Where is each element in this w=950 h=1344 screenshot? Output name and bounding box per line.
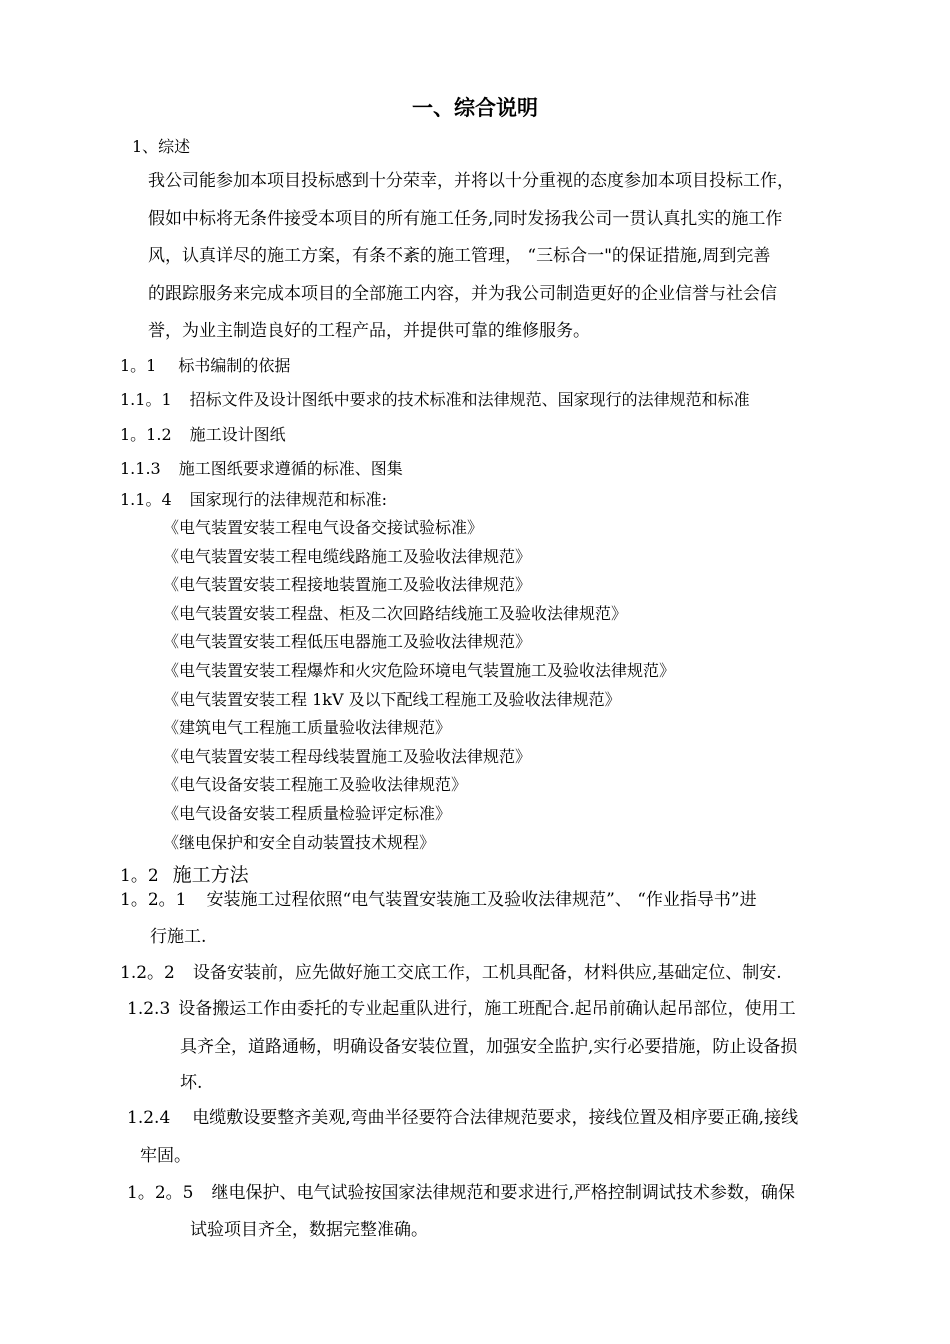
- section-1-1-1: [120, 390, 750, 409]
- section-1-2-5: [127, 1183, 795, 1203]
- standard-item: 《电气装置安装工程低压电器施工及验收法律规范》: [163, 632, 532, 651]
- section-1-1: [120, 356, 290, 375]
- section-text: 电缆敷设要整齐美观,弯曲半径要符合法律规范要求，接线位置及相序要正确,接线: [192, 1108, 799, 1128]
- section-1-2-2: [120, 963, 782, 983]
- standard-item: 《电气装置安装工程母线装置施工及验收法律规范》: [163, 747, 532, 766]
- section-text: 施工方法: [172, 864, 249, 886]
- section-number: 1.2.4: [127, 1108, 171, 1128]
- section-1-2: [120, 864, 249, 887]
- section-1-2-4-cont: 牢固。: [140, 1146, 191, 1166]
- section-1-2-1: [120, 890, 757, 910]
- section-1-2-1-cont: 行施工.: [150, 927, 207, 947]
- standard-item: 《建筑电气工程施工质量验收法律规范》: [163, 718, 452, 737]
- section-1-heading: 1、综述: [132, 137, 191, 156]
- intro-line-1: 我公司能参加本项目投标感到十分荣幸，并将以十分重视的态度参加本项目投标工作，: [148, 171, 794, 191]
- section-1-1-3: [120, 459, 403, 478]
- intro-line-3: 风，认真详尽的施工方案，有条不紊的施工管理， “三标合一"的保证措施,周到完善: [148, 246, 771, 266]
- section-number: 1。2: [120, 866, 159, 886]
- intro-line-2: 假如中标将无条件接受本项目的所有施工任务,同时发扬我公司一贯认真扎实的施工作: [148, 209, 783, 229]
- section-text: 设备搬运工作由委托的专业起重队进行，施工班配合.起吊前确认起吊部位，使用工: [178, 999, 796, 1019]
- section-text: 招标文件及设计图纸中要求的技术标准和法律规范、国家现行的法律规范和标准: [189, 390, 750, 409]
- section-text: 施工图纸要求遵循的标准、图集: [178, 459, 403, 478]
- standard-item: 《电气设备安装工程质量检验评定标准》: [163, 804, 452, 823]
- section-text: 设备安装前，应先做好施工交底工作，工机具配备，材料供应,基础定位、制安.: [192, 963, 782, 983]
- section-number: 1.1。4: [120, 490, 172, 509]
- standard-item: 《电气装置安装工程盘、柜及二次回路结线施工及验收法律规范》: [163, 604, 628, 623]
- section-number: 1.1。1: [120, 390, 172, 409]
- standard-item: 《电气装置安装工程 1kV 及以下配线工程施工及验收法律规范》: [163, 690, 621, 709]
- standard-item: 《电气装置安装工程接地装置施工及验收法律规范》: [163, 575, 532, 594]
- section-1-2-5-cont: 试验项目齐全，数据完整准确。: [190, 1220, 428, 1240]
- section-1-2-3: [127, 999, 796, 1019]
- section-1-1-4: [120, 490, 387, 509]
- standard-item: 《继电保护和安全自动装置技术规程》: [163, 833, 436, 852]
- standard-item: 《电气设备安装工程施工及验收法律规范》: [163, 775, 468, 794]
- section-text: 标书编制的依据: [178, 356, 291, 375]
- section-1-2-4: [127, 1108, 798, 1128]
- section-text: 继电保护、电气试验按国家法律规范和要求进行,严格控制调试技术参数，确保: [211, 1183, 795, 1203]
- section-number: 1。2。5: [127, 1183, 194, 1203]
- intro-line-4: 的跟踪服务来完成本项目的全部施工内容，并为我公司制造更好的企业信誉与社会信: [148, 284, 777, 304]
- section-number: 1.2.3: [127, 999, 171, 1019]
- section-number: 1.1.3: [120, 459, 161, 478]
- section-number: 1。1: [120, 356, 157, 375]
- standard-item: 《电气装置安装工程电缆线路施工及验收法律规范》: [163, 547, 532, 566]
- section-number: 1。1.2: [120, 425, 172, 444]
- standard-item: 《电气装置安装工程爆炸和火灾危险环境电气装置施工及验收法律规范》: [163, 661, 676, 680]
- section-number: 1.2。2: [120, 963, 175, 983]
- document-title: 一、综合说明: [412, 96, 538, 120]
- section-1-2-3-cont: 具齐全，道路通畅，明确设备安装位置，加强安全监护,实行必要措施，防止设备损: [180, 1037, 798, 1057]
- section-1-1-2: [120, 425, 286, 444]
- intro-line-5: 誉，为业主制造良好的工程产品，并提供可靠的维修服务。: [148, 321, 590, 341]
- section-1-2-3-cont: 坏.: [180, 1073, 203, 1093]
- section-text: 国家现行的法律规范和标准:: [189, 490, 388, 509]
- standard-item: 《电气装置安装工程电气设备交接试验标准》: [163, 518, 484, 537]
- section-text: 安装施工过程依照“电气装置安装施工及验收法律规范”、 “作业指导书”进: [206, 890, 757, 910]
- section-text: 施工设计图纸: [189, 425, 286, 444]
- section-number: 1。2。1: [120, 890, 187, 910]
